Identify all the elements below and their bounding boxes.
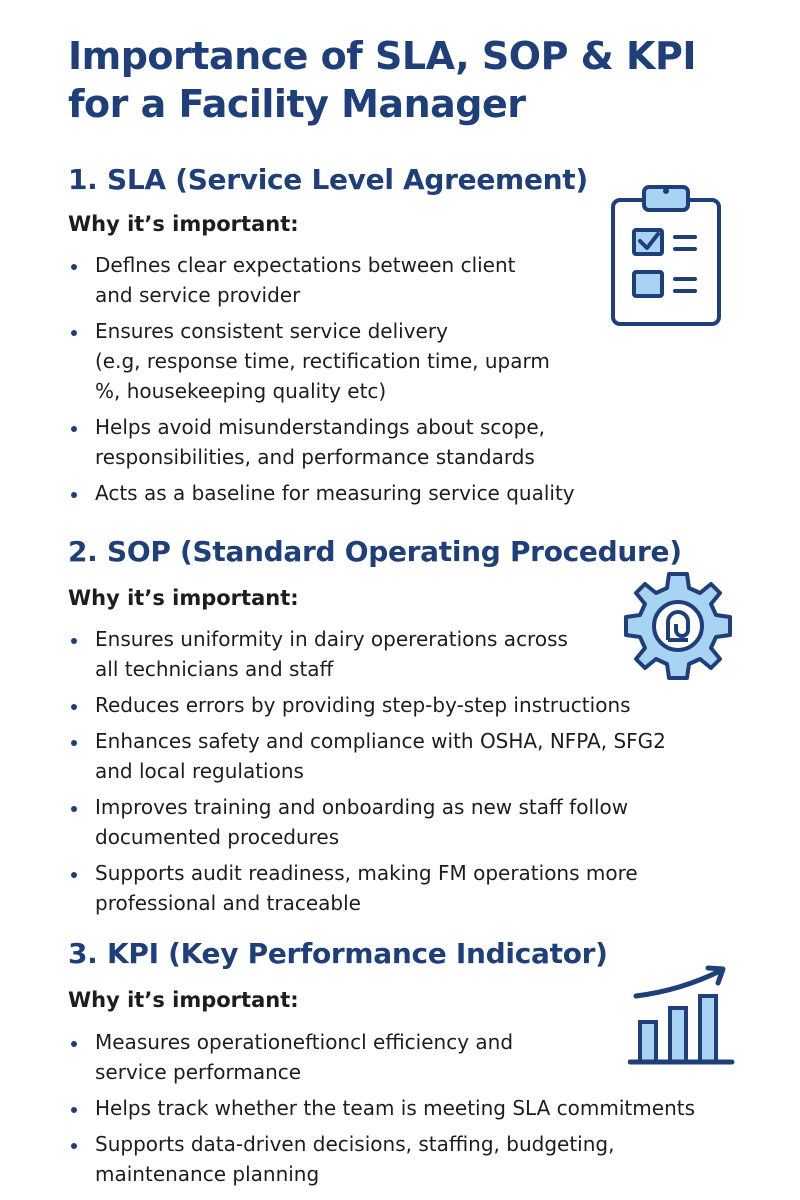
bullet-list-sop xyxy=(68,624,666,918)
clipboard-checklist-icon xyxy=(610,182,722,328)
list-item: Ensures consistent service delivery (e.g, response time, rectification time, uparm %, housekeeping quality etc) xyxy=(68,316,575,406)
title-line-2: for a Facility Manager xyxy=(68,82,526,126)
list-item: Supports audit readiness, making FM operations more professional and traceable xyxy=(68,858,666,918)
list-item: Improves training and onboarding as new staff follow documented procedures xyxy=(68,792,666,852)
bullet-list-sla xyxy=(68,250,575,508)
list-item: Measures operationeftioncl efficiency and service performance xyxy=(68,1027,695,1087)
list-item: Deflnes clear expectations between client and service provider xyxy=(68,250,575,310)
list-item: Helps avoid misunderstandings about scope, responsibilities, and performance standards xyxy=(68,412,575,472)
section-heading-kpi: 3. KPI (Key Performance Indicator) xyxy=(68,937,608,970)
why-important-label-sla: Why it’s important: xyxy=(68,212,299,236)
section-heading-sop: 2. SOP (Standard Operating Procedure) xyxy=(68,535,682,568)
list-item: Reduces errors by providing step-by-step instructions xyxy=(68,690,666,720)
list-item: Acts as a baseline for measuring service quality xyxy=(68,478,575,508)
title-line-1: Importance of SLA, SOP & KPI xyxy=(68,34,696,78)
list-item: Helps track whether the team is meeting SLA commitments xyxy=(68,1093,695,1123)
bullet-list-kpi xyxy=(68,1027,695,1189)
why-important-label-sop: Why it’s important: xyxy=(68,586,299,610)
list-item: Ensures uniformity in dairy opererations across all technicians and staff xyxy=(68,624,666,684)
section-heading-sla: 1. SLA (Service Level Agreement) xyxy=(68,163,588,196)
list-item: Enhances safety and compliance with OSHA, NFPA, SFG2 and local regulations xyxy=(68,726,666,786)
page-title xyxy=(68,32,768,128)
list-item: Supports data-driven decisions, staffing, budgeting, maintenance planning xyxy=(68,1129,695,1189)
why-important-label-kpi: Why it’s important: xyxy=(68,988,299,1012)
